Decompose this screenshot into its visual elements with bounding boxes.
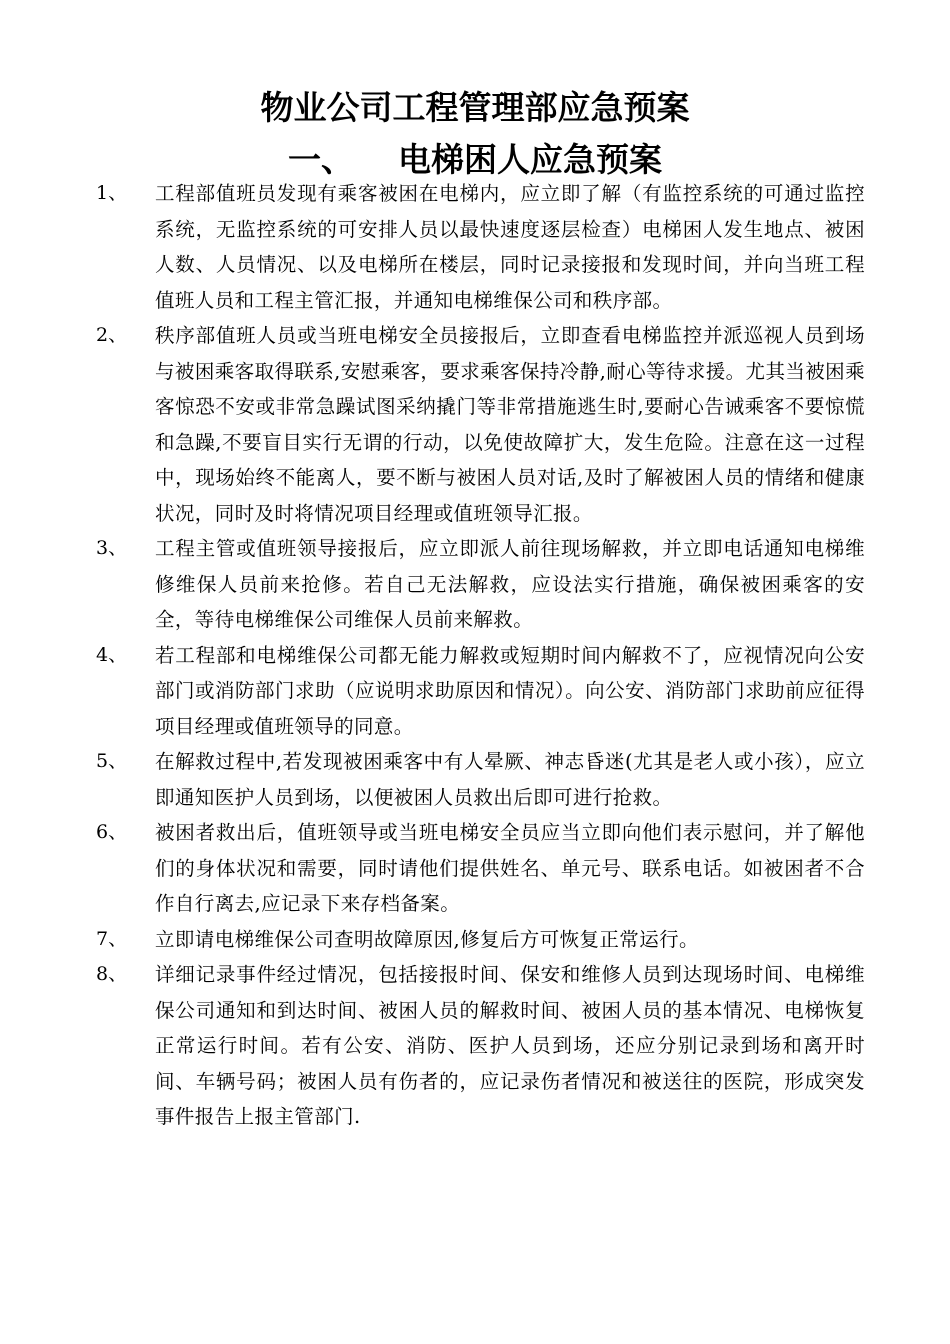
list-item-text: 在解救过程中,若发现被困乘客中有人晕厥、神志昏迷(尤其是老人或小孩），应立即通知医护人员到场，以便被困人员救出后即可进行抢救。 xyxy=(155,750,865,809)
list-item-number: 6、 xyxy=(96,821,128,843)
list-item-text: 秩序部值班人员或当班电梯安全员接报后，立即查看电梯监控并派巡视人员到场与被困乘客取得联系,安慰乘客，要求乘客保持冷静,耐心等待求援。尤其当被困乘客惊恐不安或非常急躁试图采纳撬门等非常措施逃生时,要耐心告诫乘客不要惊慌和急躁,不要盲目实行无谓的行动，以免使故障扩大，发生危险。注意在这一过程中，现场始终不能离人，要不断与被困人员对话,及时了解被困人员的情绪和健康状况，同时及时将情况项目经理或值班领导汇报。 xyxy=(155,324,865,525)
list-item-number: 2、 xyxy=(96,324,128,346)
list-item-number: 4、 xyxy=(96,643,128,666)
list-item-text: 工程部值班员发现有乘客被困在电梯内，应立即了解（有监控系统的可通过监控系统，无监控系统的可安排人员以最快速度逐层检查）电梯困人发生地点、被困人数、人员情况、以及电梯所在楼层，同时记录接报和发现时间，并向当班工程值班人员和工程主管汇报，并通知电梯维保公司和秩序部。 xyxy=(155,182,865,312)
section-number: 一、 xyxy=(288,140,354,179)
list-item xyxy=(0,815,950,922)
list-item-number: 8、 xyxy=(96,963,128,985)
document-title: 物业公司工程管理部应急预案 xyxy=(260,88,690,127)
procedure-list xyxy=(0,176,950,1135)
list-item xyxy=(0,176,950,318)
list-item-text: 工程主管或值班领导接报后，应立即派人前往现场解救，并立即电话通知电梯维修维保人员前来抢修。若自己无法解救，应设法实行措施，确保被困乘客的安全，等待电梯维保公司维保人员前来解救。 xyxy=(155,537,865,631)
list-item-text: 立即请电梯维保公司查明故障原因,修复后方可恢复正常运行。 xyxy=(155,927,699,951)
list-item xyxy=(0,744,950,815)
list-item-number: 5、 xyxy=(96,750,128,772)
list-item xyxy=(0,531,950,638)
list-item xyxy=(0,957,950,1135)
list-item xyxy=(0,638,950,745)
list-item-number: 7、 xyxy=(96,927,128,950)
list-item xyxy=(0,922,950,958)
list-item-text: 被困者救出后，值班领导或当班电梯安全员应当立即向他们表示慰问，并了解他们的身体状况和需要，同时请他们提供姓名、单元号、联系电话。如被困者不合作自行离去,应记录下来存档备案。 xyxy=(155,821,865,915)
list-item-number: 1、 xyxy=(96,182,128,204)
list-item xyxy=(0,318,950,531)
list-item-text: 详细记录事件经过情况，包括接报时间、保安和维修人员到达现场时间、电梯维保公司通知和到达时间、被困人员的解救时间、被困人员的基本情况、电梯恢复正常运行时间。若有公安、消防、医护人员到场，还应分别记录到场和离开时间、车辆号码；被困人员有伤者的，应记录伤者情况和被送往的医院，形成突发事件报告上报主管部门. xyxy=(155,963,865,1128)
section-heading-text: 电梯困人应急预案 xyxy=(398,140,662,179)
list-item-number: 3、 xyxy=(96,537,128,559)
list-item-text: 若工程部和电梯维保公司都无能力解救或短期时间内解救不了，应视情况向公安部门或消防部门求助（应说明求助原因和情况）。向公安、消防部门求助前应征得项目经理或值班领导的同意。 xyxy=(155,643,865,738)
